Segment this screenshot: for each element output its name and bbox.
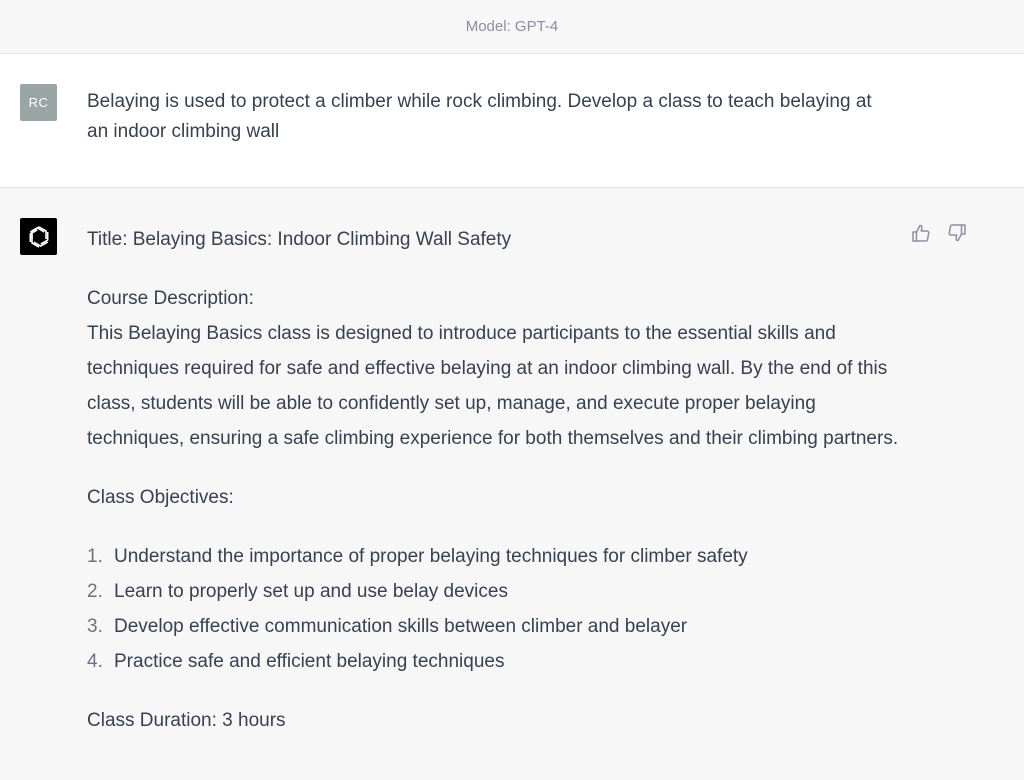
course-title: Title: Belaying Basics: Indoor Climbing Wall Safety: [87, 229, 512, 250]
user-message: [0, 54, 1024, 188]
user-avatar: [20, 84, 57, 121]
list-item-number: 4.: [87, 651, 103, 672]
description-heading: Course Description:: [87, 288, 254, 309]
list-item-number: 2.: [87, 581, 103, 602]
list-item-number: 1.: [87, 546, 103, 567]
list-item: [87, 644, 907, 679]
thumbs-down-icon[interactable]: [946, 222, 968, 244]
objectives-list: [87, 539, 907, 679]
list-item-number: 3.: [87, 616, 103, 637]
class-duration: Class Duration: 3 hours: [87, 710, 286, 731]
list-item: [87, 539, 907, 574]
objectives-heading: Class Objectives:: [87, 487, 234, 508]
list-item-text: Develop effective communication skills between climber and belayer: [114, 616, 688, 637]
assistant-message: [0, 188, 1024, 780]
model-label: Model: GPT-4: [465, 18, 559, 35]
assistant-response: [87, 222, 907, 738]
openai-logo-icon: [20, 218, 57, 255]
user-avatar-initials: RC: [28, 95, 49, 110]
user-message-text: Belaying is used to protect a climber while rock climbing. Develop a class to teach belaying at an indoor climbing wall: [87, 91, 872, 142]
list-item-text: Learn to properly set up and use belay devices: [114, 581, 508, 602]
feedback-buttons: [910, 222, 968, 244]
course-description: This Belaying Basics class is designed to introduce participants to the essential skills and techniques required for safe and effective belaying at an indoor climbing wall. By the end of this class, students will be able to confidently set up, manage, and execute proper belaying techniques, ensuring a safe climbing experience for both themselves and their climbing partners.: [87, 323, 899, 449]
list-item: [87, 609, 907, 644]
list-item: [87, 574, 907, 609]
thumbs-up-icon[interactable]: [910, 222, 932, 244]
list-item-text: Understand the importance of proper belaying techniques for climber safety: [114, 546, 748, 567]
model-header: [0, 0, 1024, 54]
list-item-text: Practice safe and efficient belaying techniques: [114, 651, 505, 672]
